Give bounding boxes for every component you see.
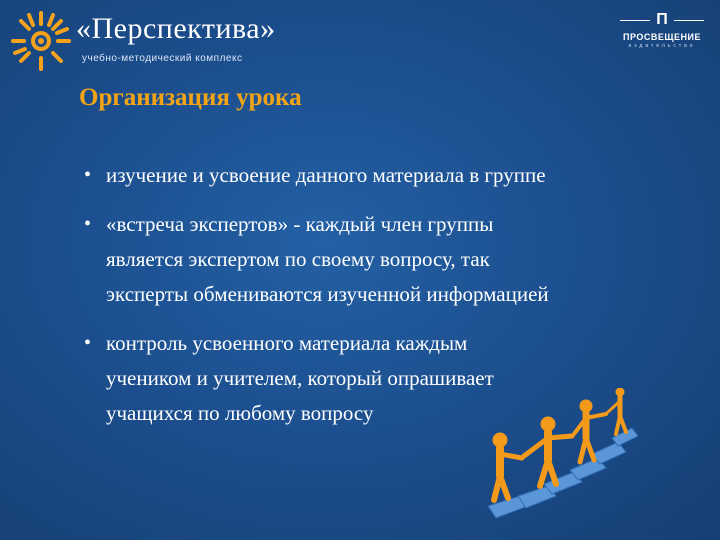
publisher-name: ПРОСВЕЩЕНИЕ <box>622 32 701 42</box>
bullet-text: изучение и усвоение данного материала в группе <box>106 163 546 187</box>
bullet-marker: • <box>84 164 92 186</box>
teamwork-puzzle-figures <box>478 388 638 526</box>
sun-logo-icon <box>10 10 72 72</box>
bullet-marker: • <box>84 213 92 235</box>
publisher-rule-right <box>674 20 704 21</box>
brand-subtitle: учебно-методический комплекс <box>82 53 243 64</box>
bullet-item <box>84 207 714 312</box>
header <box>0 0 720 72</box>
slide-title: Организация урока <box>79 84 302 111</box>
bullet-text: контроль усвоенного материала каждым учеником и учителем, который опрашивает учащихся по любому вопросу <box>106 331 494 425</box>
brand-title: «Перспектива» <box>76 12 276 45</box>
publisher-rule-left <box>620 20 650 21</box>
bullet-text: «встреча экспертов» - каждый член группы является экспертом по своему вопросу, так эксперты обмениваются изученной информацией <box>106 212 549 306</box>
bullet-marker: • <box>84 332 92 354</box>
publisher-logo <box>616 8 708 50</box>
publisher-subtitle: издательство <box>628 43 696 49</box>
bullet-item <box>84 158 714 193</box>
publisher-logo-icon: П <box>656 11 668 28</box>
